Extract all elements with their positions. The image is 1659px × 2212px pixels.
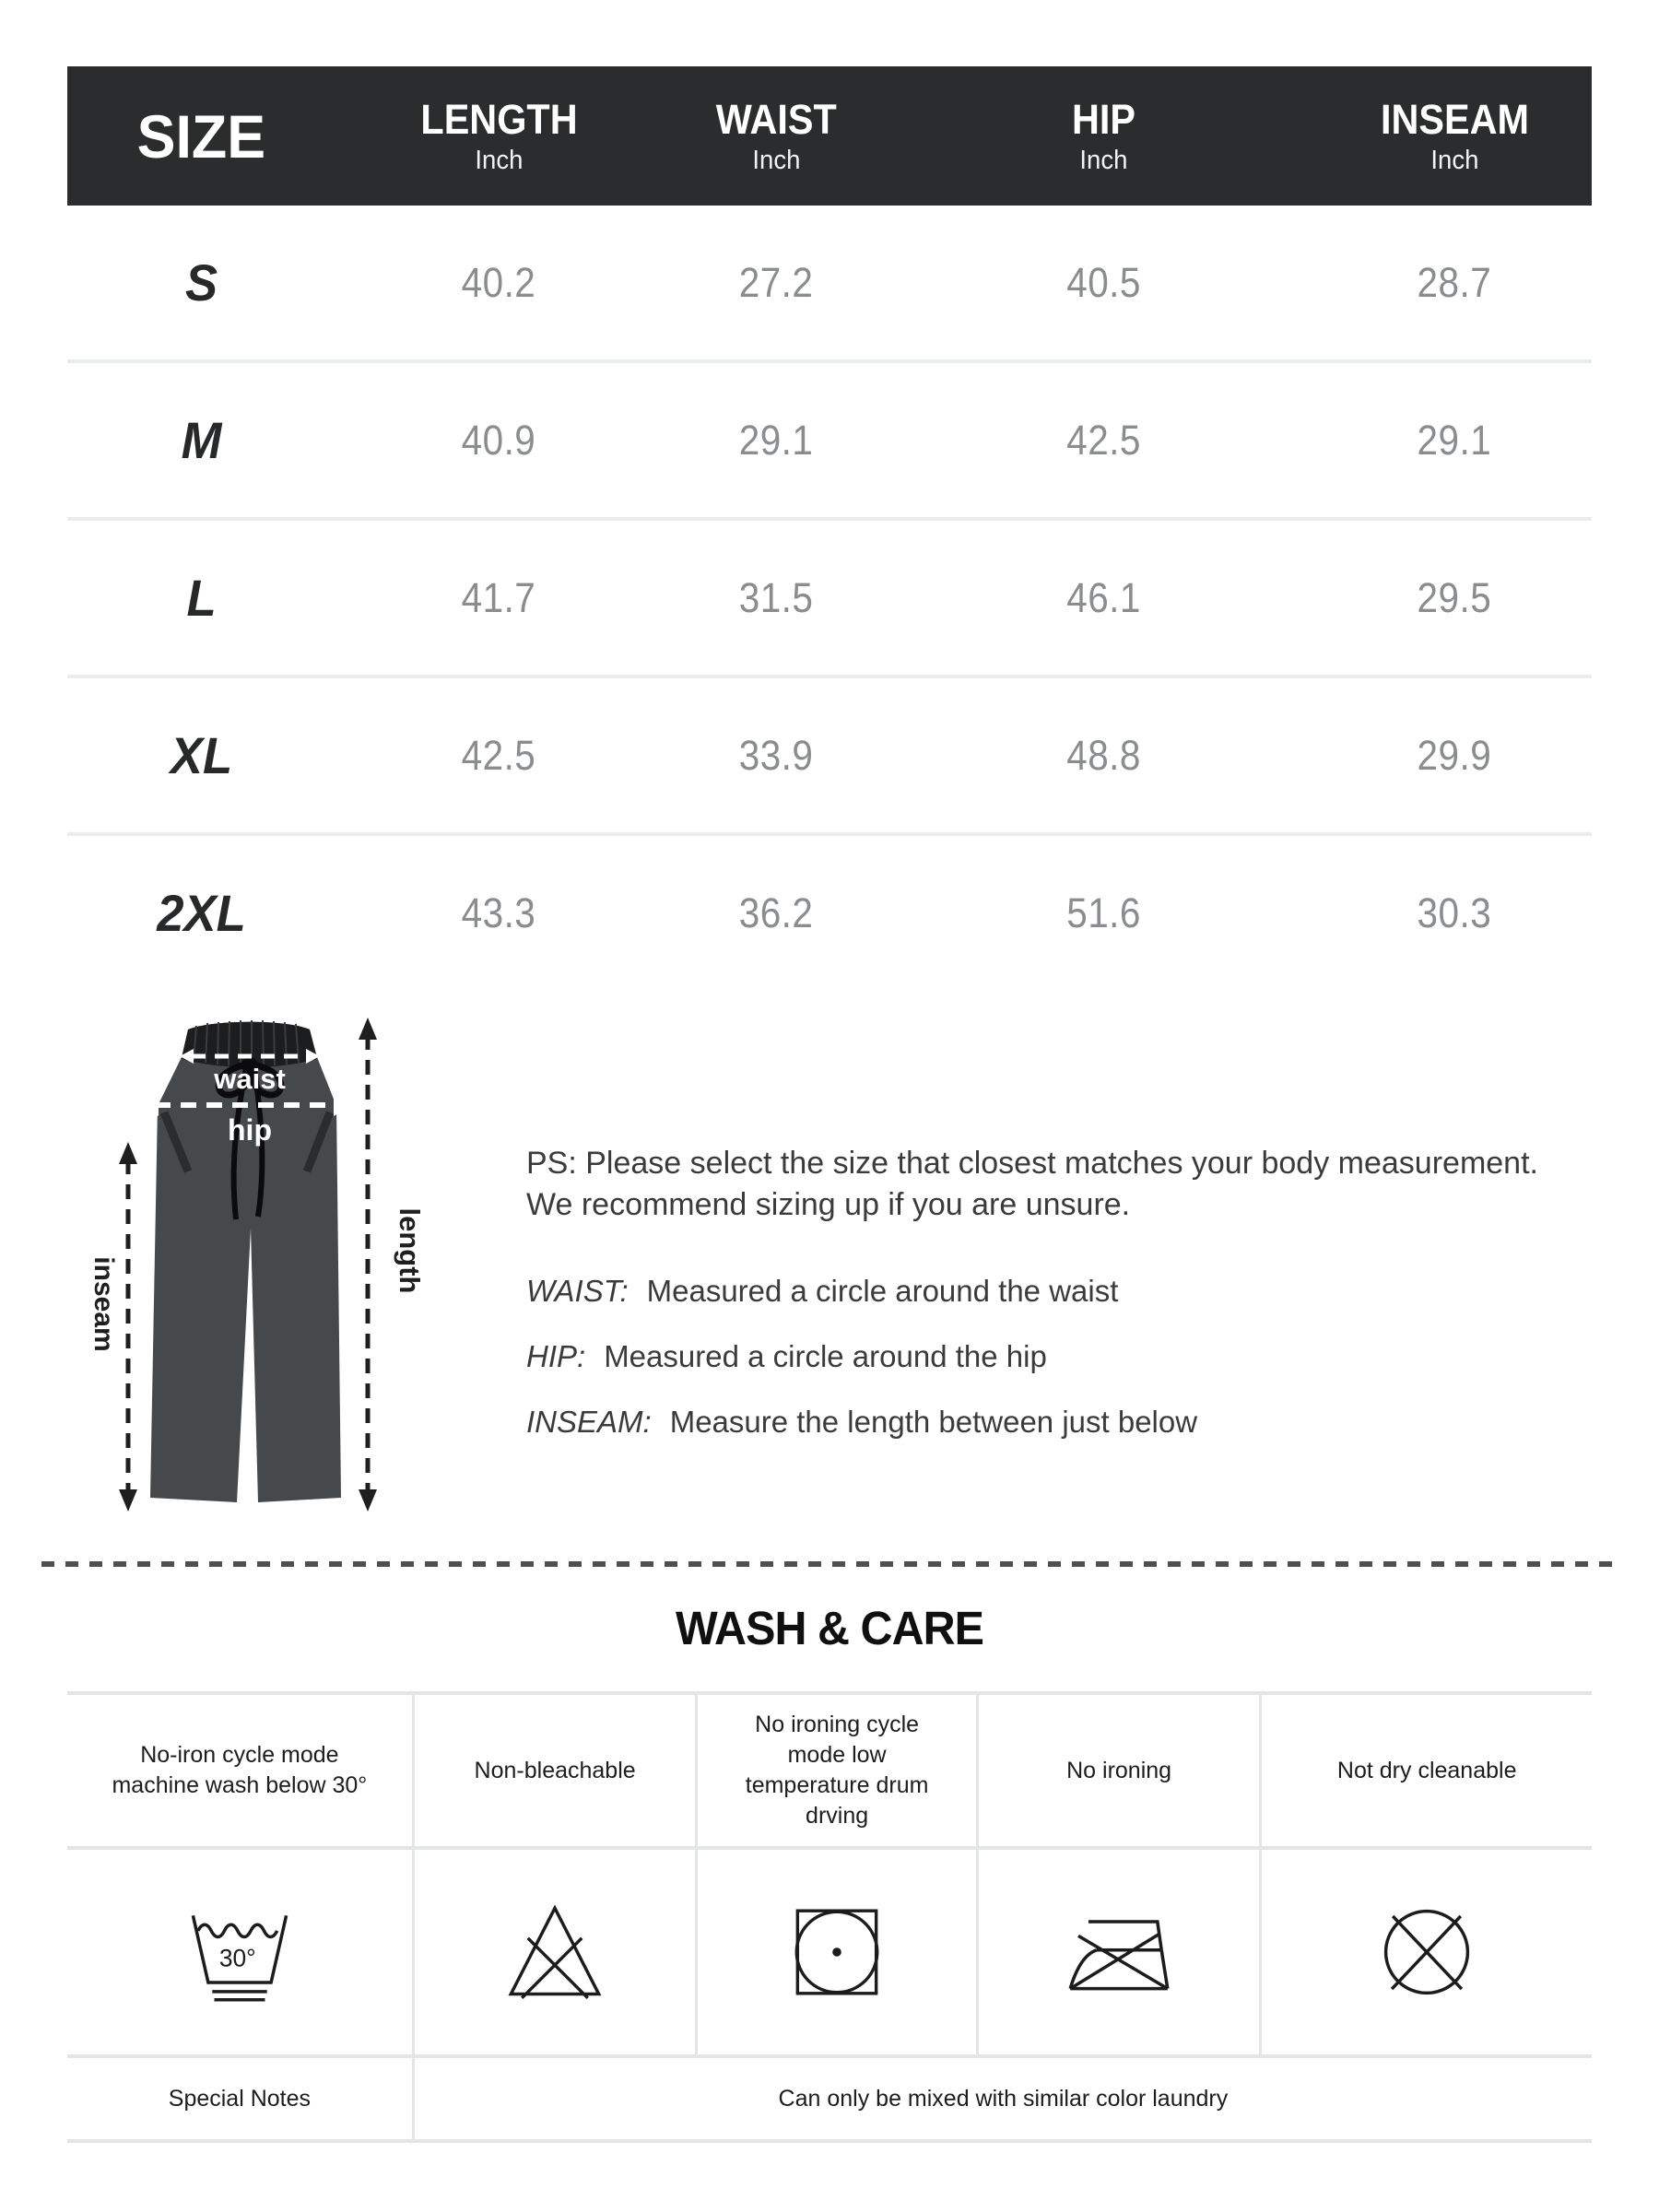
wash-care-table (67, 1691, 1592, 2143)
inseam-value: 29.1 (1417, 416, 1492, 464)
column-header-inseam: INSEAM Inch (1380, 95, 1529, 175)
inseam-value: 30.3 (1417, 888, 1492, 936)
dashed-divider (41, 1561, 1618, 1567)
length-diagram-label: length (394, 1207, 426, 1294)
waist-value: 36.2 (738, 888, 814, 936)
hip-definition-text: Measured a circle around the hip (604, 1339, 1047, 1373)
ps-note-line2: We recommend sizing up if you are unsure. (526, 1187, 1131, 1222)
inseam-value: 28.7 (1417, 258, 1492, 306)
size-table-header (67, 66, 1592, 206)
length-value: 40.9 (461, 416, 536, 464)
inseam-term: INSEAM: (526, 1405, 652, 1439)
waist-definition-text: Measured a circle around the waist (646, 1274, 1119, 1308)
pants-measurement-diagram (46, 1009, 452, 1525)
column-header-length: LENGTH Inch (419, 95, 578, 175)
care-label-wash: No-iron cycle mode machine wash below 30° (67, 1695, 412, 1850)
waist-term: WAIST: (526, 1274, 629, 1308)
column-header-size (67, 66, 335, 206)
measurement-definitions (526, 1274, 1568, 1440)
waist-diagram-label: waist (214, 1063, 286, 1095)
size-name: S (184, 253, 218, 312)
care-icon-cell (67, 1850, 412, 2058)
special-notes-label: Special Notes (168, 2085, 312, 2112)
inseam-measure-arrow (88, 1142, 137, 1512)
waist-definition (526, 1274, 1568, 1309)
no-iron-icon (1058, 1891, 1180, 2013)
inseam-value: 29.5 (1417, 573, 1492, 621)
care-label-no-dry-clean: Not dry cleanable (1259, 1695, 1592, 1850)
hip-value: 51.6 (1066, 888, 1142, 936)
length-value: 40.2 (461, 258, 536, 306)
length-value: 41.7 (461, 573, 536, 621)
hip-value: 40.5 (1066, 258, 1142, 306)
size-row-l (67, 521, 1592, 678)
length-measure-arrow (359, 1018, 426, 1512)
hip-definition (526, 1339, 1568, 1374)
size-name: M (181, 411, 222, 469)
tumble-dry-low-icon (778, 1893, 896, 2011)
fit-notes (526, 1143, 1568, 1470)
size-name: 2XL (157, 884, 246, 942)
waist-value: 33.9 (738, 731, 814, 779)
size-table-body (67, 206, 1592, 990)
length-value: 42.5 (461, 731, 536, 779)
size-row-xl (67, 678, 1592, 836)
hip-diagram-label: hip (228, 1113, 272, 1147)
size-header-label: SIZE (136, 101, 266, 171)
size-row-2xl (67, 836, 1592, 990)
size-row-m (67, 363, 1592, 521)
inseam-definition-text: Measure the length between just below (669, 1405, 1198, 1439)
column-header-waist: WAIST Inch (715, 95, 837, 175)
waist-value: 27.2 (738, 258, 814, 306)
hip-value: 42.5 (1066, 416, 1142, 464)
column-header-hip: HIP Inch (1072, 95, 1136, 175)
no-dry-clean-icon (1367, 1892, 1487, 2012)
size-name: L (186, 569, 217, 627)
wash-30-icon (179, 1891, 300, 2013)
wash-temp-label: 30° (218, 1944, 256, 1972)
waist-value: 29.1 (738, 416, 814, 464)
hip-term: HIP: (526, 1339, 586, 1373)
no-bleach-icon (495, 1892, 615, 2012)
length-value: 43.3 (461, 888, 536, 936)
special-notes-value: Can only be mixed with similar color laundry (412, 2058, 1592, 2139)
care-icon-cell (695, 1850, 975, 2058)
hip-value: 48.8 (1066, 731, 1142, 779)
care-icon-cell (1259, 1850, 1592, 2058)
ps-note-line1: PS: Please select the size that closest matches your body measurement. (526, 1146, 1538, 1181)
wash-care-title: WASH & CARE (675, 1602, 984, 1654)
inseam-value: 29.9 (1417, 731, 1492, 779)
care-label-no-iron: No ironing (976, 1695, 1260, 1850)
inseam-definition (526, 1405, 1568, 1440)
care-icon-cell (412, 1850, 696, 2058)
size-row-s (67, 206, 1592, 363)
care-icon-cell (976, 1850, 1260, 2058)
care-label-no-bleach: Non-bleachable (412, 1695, 696, 1850)
care-label-tumble-dry: No ironing cycle mode low temperature drum drving (695, 1695, 975, 1850)
inseam-diagram-label: inseam (88, 1256, 119, 1352)
size-name: XL (170, 726, 233, 784)
waist-value: 31.5 (738, 573, 814, 621)
hip-value: 46.1 (1066, 573, 1142, 621)
